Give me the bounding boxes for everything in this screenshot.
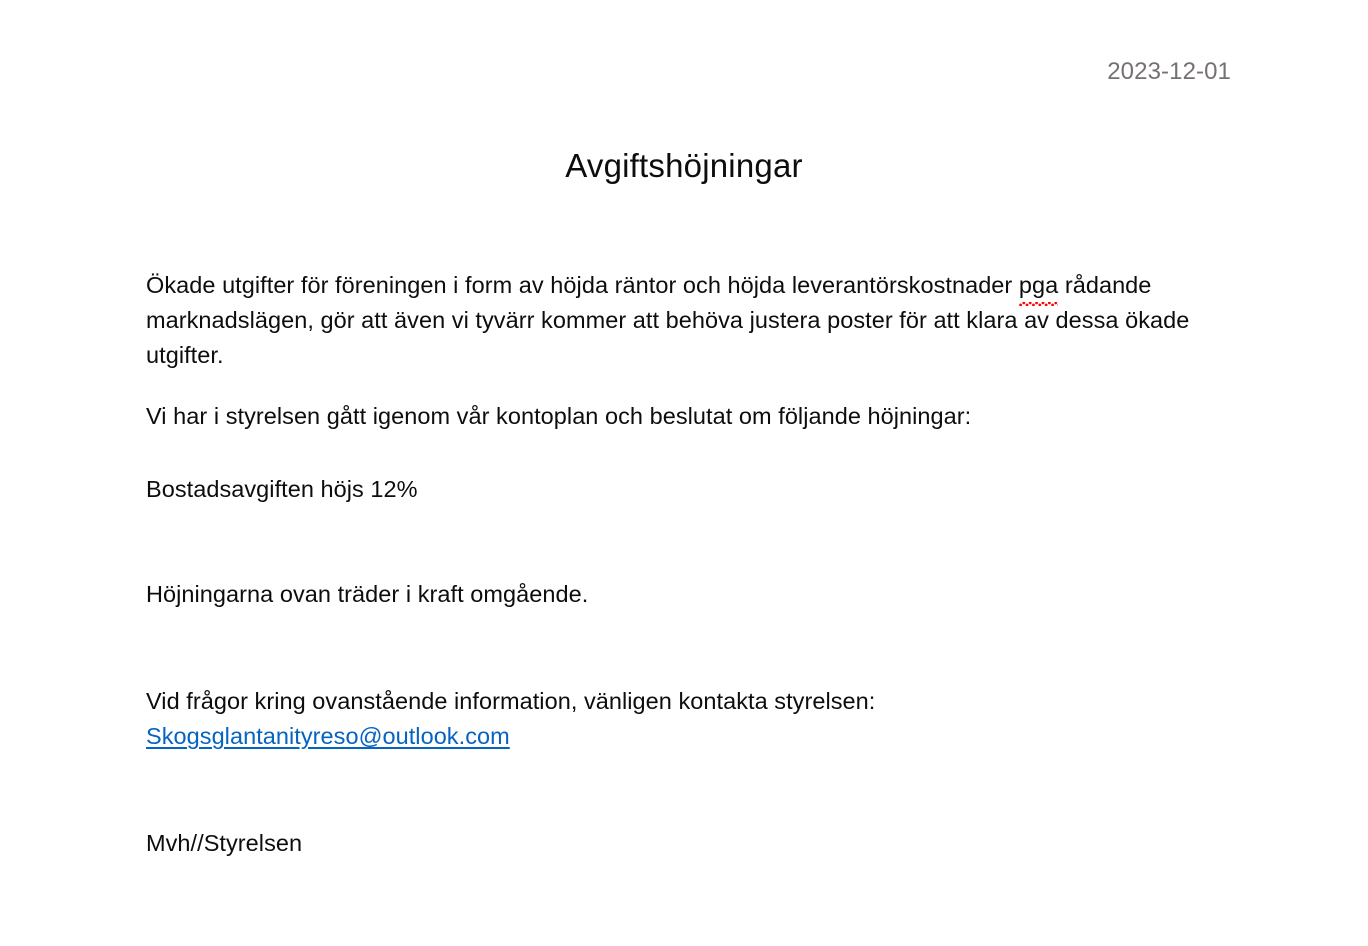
- spacer-before-contact: [146, 612, 1220, 684]
- paragraph-increase-item: Bostadsavgiften höjs 12%: [146, 476, 418, 502]
- intro-text-part1: Ökade utgifter för föreningen i form av höjda räntor och höjda leverantörskostnader: [146, 272, 1019, 298]
- misspelled-word-pga[interactable]: pga: [1019, 268, 1058, 303]
- paragraph-email-line: [146, 719, 1220, 754]
- document-body: [146, 268, 1220, 861]
- document-title: Avgiftshöjningar: [565, 147, 803, 184]
- intro-text-part2: rådande marknadslägen, gör att även vi tyvärr kommer att behöva justera poster för att klara av dessa ökade utgifter.: [146, 272, 1190, 368]
- paragraph-effective-date: Höjningarna ovan träder i kraft omgående.: [146, 581, 589, 607]
- paragraph-contact: Vid frågor kring ovanstående information, vänligen kontakta styrelsen:: [146, 688, 876, 714]
- paragraph-signature: Mvh//Styrelsen: [146, 830, 303, 856]
- email-hyperlink[interactable]: Skogsglantanityreso@outlook.com: [146, 723, 510, 749]
- spacer-before-increase: [146, 434, 1220, 472]
- paragraph-decision: Vi har i styrelsen gått igenom vår kontoplan och beslutat om följande höjningar:: [146, 403, 972, 429]
- spacer-after-intro: [146, 373, 1220, 399]
- document-date: 2023-12-01: [1107, 58, 1231, 85]
- spacer-before-signature: [146, 754, 1220, 826]
- paragraph-intro: [146, 268, 1220, 373]
- spacer-before-effective: [146, 507, 1220, 577]
